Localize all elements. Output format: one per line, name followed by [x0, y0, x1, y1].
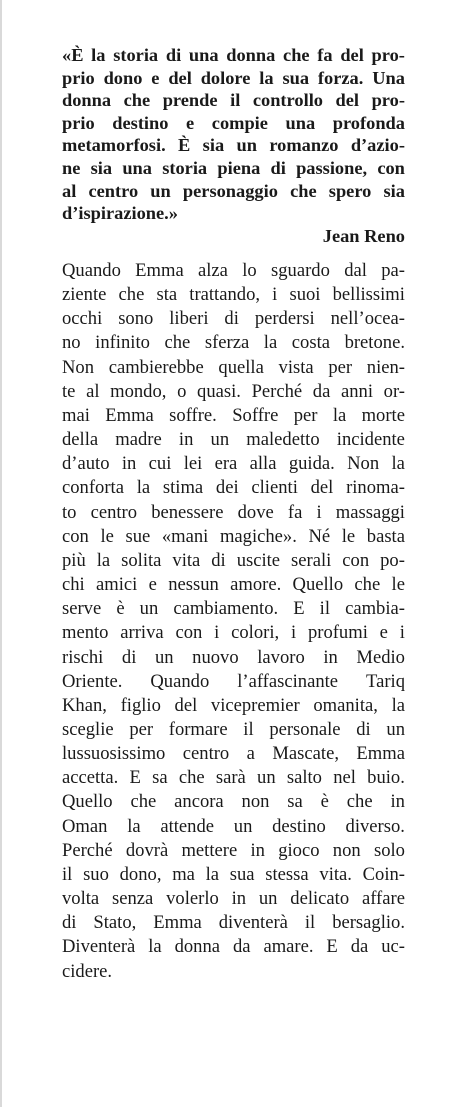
synopsis-line: to centro benessere dove fa i massaggi: [62, 501, 405, 523]
synopsis-line: mento arriva con i colori, i profumi e i: [62, 622, 405, 644]
synopsis-line: Perché dovrà mettere in gioco non solo: [62, 839, 405, 861]
synopsis-line: più la solita vita di uscite serali con po-: [62, 549, 405, 571]
quote-author: Jean Reno: [322, 225, 405, 246]
quote-line: d’ispirazione.»: [62, 203, 178, 224]
synopsis-line: Oriente. Quando l’affascinante Tariq: [62, 670, 405, 692]
synopsis-line: no infinito che sferza la costa bretone.: [62, 332, 405, 354]
synopsis-line: Non cambierebbe quella vista per nien-: [62, 356, 405, 378]
synopsis-line: sceglie per formare il personale di un: [62, 718, 405, 740]
synopsis-line: conforta la stima dei clienti del rinoma-: [62, 477, 405, 499]
synopsis-line: d’auto in cui lei era alla guida. Non la: [62, 453, 405, 475]
synopsis-line: te al mondo, o quasi. Perché da anni or-: [62, 380, 405, 402]
synopsis-line: di Stato, Emma diventerà il bersaglio.: [62, 912, 405, 934]
synopsis-line: volta senza volerlo in un delicato affare: [62, 888, 405, 910]
synopsis-line: serve è un cambiamento. E il cambia-: [62, 598, 405, 620]
synopsis-line: accetta. E sa che sarà un salto nel buio.: [62, 767, 405, 789]
synopsis-line: il suo dono, ma la sua stessa vita. Coin-: [62, 863, 405, 885]
synopsis-line: ziente che sta trattando, i suoi bellissimi: [62, 284, 405, 306]
quote-line: «È la storia di una donna che fa del pro-: [62, 45, 405, 65]
synopsis-line: Diventerà la donna da amare. E da uc-: [62, 936, 405, 958]
synopsis-line: occhi sono liberi di perdersi nell’ocea-: [62, 308, 405, 330]
synopsis-text: [62, 259, 405, 984]
synopsis-line: Quando Emma alza lo sguardo dal pa-: [62, 260, 405, 281]
synopsis-line: chi amici e nessun amore. Quello che le: [62, 574, 405, 596]
synopsis-line: mai Emma soffre. Soffre per la morte: [62, 404, 405, 426]
quote-line: donna che prende il controllo del pro-: [62, 90, 405, 111]
quote-line: ne sia una storia piena di passione, con: [62, 157, 405, 178]
synopsis-line: cidere.: [62, 960, 113, 982]
synopsis-line: con le sue «mani magiche». Né le basta: [62, 525, 405, 547]
synopsis-line: rischi di un nuovo lavoro in Medio: [62, 646, 405, 668]
synopsis-line: Quello che ancora non sa è che in: [62, 791, 405, 813]
synopsis-line: Khan, figlio del vicepremier omanita, la: [62, 694, 405, 716]
page-edge: [0, 0, 2, 1107]
synopsis-line: Oman la attende un destino diverso.: [62, 815, 405, 837]
quote-line: al centro un personaggio che spero sia: [62, 180, 405, 201]
endorsement-quote: [62, 44, 405, 247]
synopsis-line: della madre in un maledetto incidente: [62, 429, 405, 451]
quote-line: prio destino e compie una profonda: [62, 112, 405, 133]
quote-line: prio dono e del dolore la sua forza. Una: [62, 67, 405, 88]
synopsis-line: lussuosissimo centro a Mascate, Emma: [62, 743, 405, 765]
quote-line: metamorfosi. È sia un romanzo d’azio-: [62, 135, 405, 156]
